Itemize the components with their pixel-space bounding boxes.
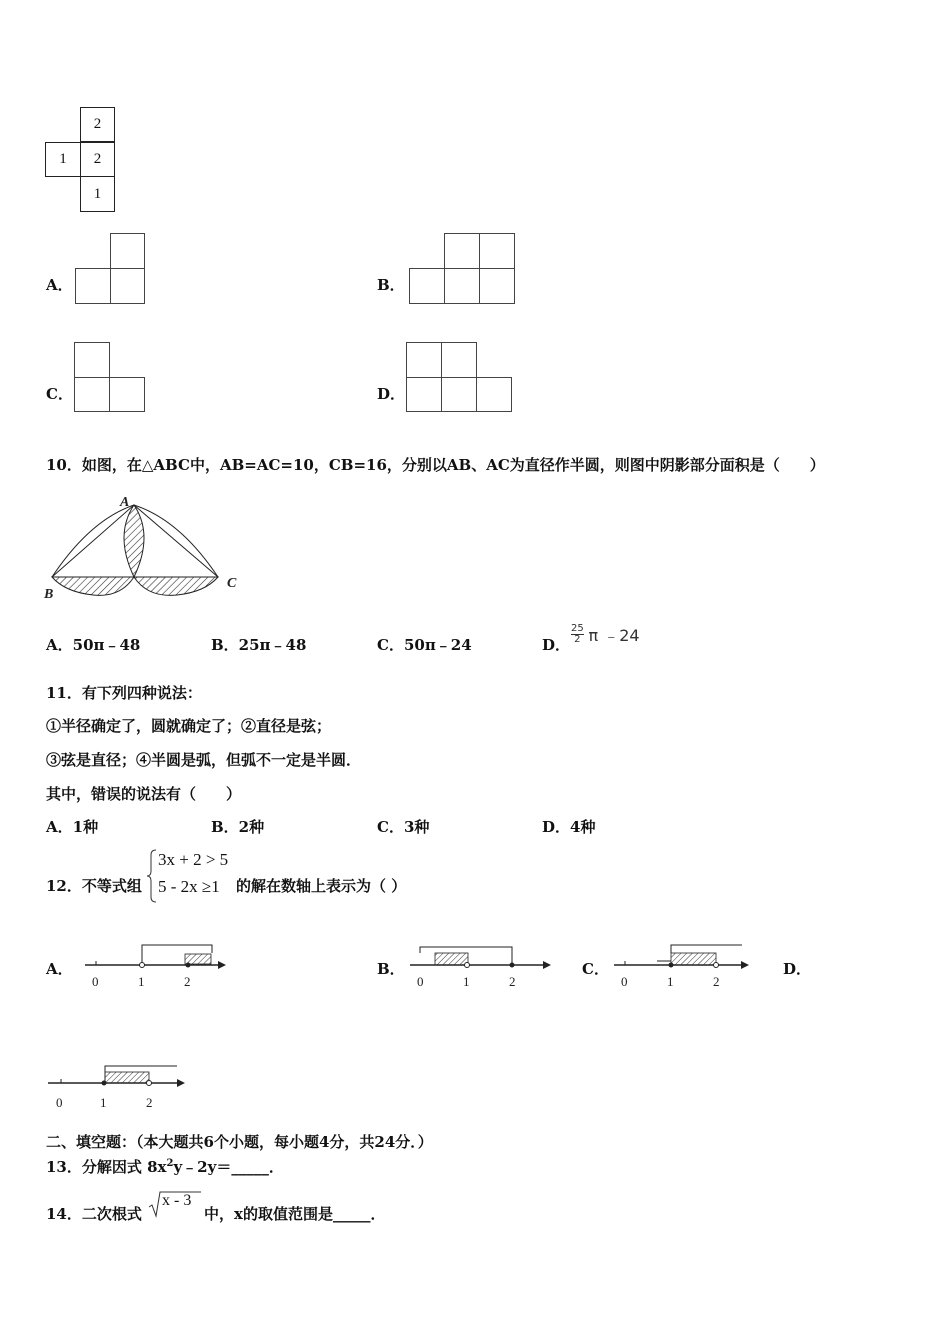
q12-inequality-1: 3x + 2 > 5 — [158, 850, 229, 869]
q10-option-b: B．25π﹣48 — [211, 636, 307, 654]
q9-option-a-label: A． — [46, 276, 73, 294]
q10-stem: 10．如图，在△ABC中，AB=AC=10，CB=16，分别以AB、AC为直径作半圆，则图中阴影部分面积是（ ） — [46, 456, 825, 474]
q12-option-d-label: D． — [783, 960, 812, 978]
q13-prefix: 13．分解因式 8x — [46, 1158, 167, 1176]
svg-text:2: 2 — [713, 974, 720, 989]
q11-line2: ③弦是直径；④半圆是弧，但弧不一定是半圆． — [46, 751, 362, 769]
fraction-denominator: 2 — [574, 634, 581, 645]
svg-text:2: 2 — [509, 974, 516, 989]
q14-radicand: x - 3 — [162, 1192, 192, 1209]
q9-option-c-label: C． — [46, 385, 73, 403]
vertex-label-b: B — [44, 587, 54, 602]
shaded-segment-left — [52, 577, 134, 595]
svg-text:2: 2 — [184, 974, 191, 989]
q11-line1: ①半径确定了，圆就确定了；②直径是弦； — [46, 717, 332, 735]
q14-suffix: 中，x的取值范围是_____． — [204, 1205, 386, 1223]
q9-option-b-label: B． — [377, 276, 405, 294]
vertex-label-a: A — [120, 495, 130, 510]
q14-prefix: 14．二次根式 — [46, 1205, 142, 1223]
q11-option-c: C．3种 — [377, 818, 430, 836]
svg-text:0: 0 — [56, 1095, 63, 1110]
q12-inequality-2: 5 - 2x ≥1 — [158, 877, 220, 896]
net-cell-middle: 2 — [80, 142, 115, 177]
q10-option-d-expression — [571, 623, 640, 646]
q11-stem: 11．有下列四种说法： — [46, 684, 202, 702]
svg-text:0: 0 — [417, 974, 424, 989]
q10-triangle-figure — [40, 490, 250, 605]
q11-option-b: B．2种 — [211, 818, 265, 836]
svg-text:0: 0 — [92, 974, 99, 989]
svg-text:1: 1 — [138, 974, 145, 989]
q12-option-a-label: A． — [46, 960, 73, 978]
q13-rest: y﹣2y＝_____． — [173, 1158, 284, 1176]
net-cell-left: 1 — [45, 142, 81, 177]
shaded-lens — [124, 505, 144, 577]
q12-brace — [147, 849, 157, 903]
q12-option-c-label: C． — [582, 960, 609, 978]
q12-suffix: 的解在数轴上表示为（ ） — [236, 877, 407, 895]
q9-option-d-label: D． — [377, 385, 406, 403]
fraction-numerator: 25 — [571, 623, 584, 634]
q13 — [46, 1156, 284, 1177]
q10-option-d — [542, 634, 570, 655]
q10-option-c: C．50π﹣24 — [377, 636, 472, 654]
q10-option-a: A．50π﹣48 — [46, 636, 141, 654]
net-cell-bottom: 1 — [80, 176, 115, 212]
q13-exponent: 2 — [166, 1158, 174, 1169]
svg-text:0: 0 — [621, 974, 628, 989]
q12-prefix: 12．不等式组 — [46, 877, 142, 895]
vertex-label-c: C — [227, 576, 237, 591]
svg-text:1: 1 — [463, 974, 470, 989]
fraction-rest: π ﹣24 — [588, 626, 640, 645]
q12-option-a-number-line — [80, 940, 230, 992]
svg-text:2: 2 — [146, 1095, 153, 1110]
net-cell-top: 2 — [80, 107, 115, 142]
q11-option-a: A．1种 — [46, 818, 99, 836]
q12-option-d-number-line — [45, 1058, 195, 1114]
q10-option-d-label: D． — [542, 636, 571, 654]
section-2-heading: 二、填空题：（本大题共6个小题，每小题4分，共24分．） — [46, 1133, 433, 1151]
q11-line3: 其中，错误的说法有（ ） — [46, 785, 242, 803]
svg-text:1: 1 — [667, 974, 674, 989]
shaded-segment-right — [134, 577, 218, 595]
q11-option-d: D．4种 — [542, 818, 596, 836]
q12-option-c-number-line — [609, 940, 759, 992]
svg-text:1: 1 — [100, 1095, 107, 1110]
q12-option-b-label: B． — [377, 960, 405, 978]
q12-option-b-number-line — [405, 940, 555, 992]
